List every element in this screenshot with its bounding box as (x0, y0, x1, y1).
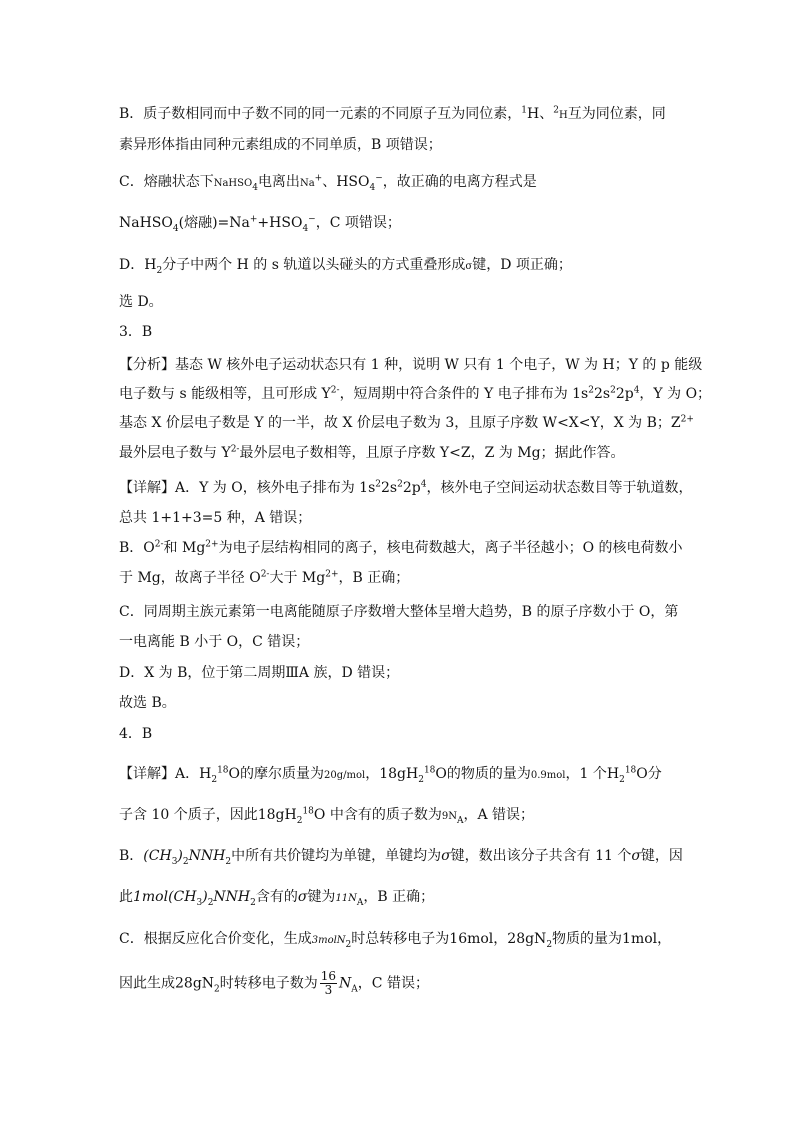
formula: H (199, 766, 212, 782)
sigma-symbol: σ (465, 261, 473, 272)
formula: NaHSO (213, 178, 253, 189)
subscript: 2 (296, 815, 303, 826)
superscript: 2 (588, 385, 594, 396)
line-solution-1 (119, 478, 692, 498)
subscript: 2 (418, 774, 424, 785)
line-solution-6 (119, 632, 309, 652)
superscript: 18 (302, 806, 314, 817)
text: 于 Mg，故离子半径 O (119, 570, 261, 586)
text: 故选 B。 (119, 695, 176, 711)
text: ，C 错误； (357, 975, 429, 992)
text: 此 (119, 889, 133, 905)
superscript: 2 (610, 385, 616, 396)
line-c1 (119, 172, 537, 194)
charge: 2- (230, 444, 240, 455)
formula: NNH (188, 848, 226, 864)
text: 素异形体指由同种元素组成的不同单质，B 项错误； (119, 137, 442, 153)
text: 4．B (119, 726, 153, 742)
subscript: 2 (225, 856, 232, 867)
question-4-answer (119, 724, 152, 744)
text: 键，数出该分子共含有 11 个 (450, 848, 632, 864)
quantity: 0.9mol (530, 770, 566, 781)
text: ，1 个 (565, 766, 607, 782)
line-solution-7 (119, 663, 399, 683)
text: ，Y 为 O； (639, 386, 712, 402)
text: 一电离能 B 小于 O，C 错误； (119, 634, 310, 650)
line-q4-a1 (119, 764, 662, 786)
text: 2p (615, 386, 634, 402)
mass-number: 2 (553, 105, 559, 116)
question-3-answer (119, 322, 152, 342)
subscript: 2 (546, 939, 553, 950)
text: C．根据反应化合价变化，生成 (119, 931, 312, 947)
subscript: 2 (211, 774, 218, 785)
subscript: 2 (182, 856, 189, 867)
text: ， (657, 931, 672, 947)
text: 时转移电子数为 (219, 975, 318, 992)
text: ，C 项错误； (315, 215, 401, 231)
text: 电子数与 s 能级相等，且可形成 Y (119, 386, 331, 402)
subscript: 4 (302, 223, 309, 234)
text: O的物质的量为 (435, 766, 531, 782)
formula: HSO (336, 174, 370, 190)
line-choose2 (119, 693, 176, 713)
text: D．X 为 B，位于第二周期ⅢA 族，D 错误； (119, 665, 400, 681)
formula: 28gN (507, 931, 547, 947)
formula: H (606, 766, 620, 782)
element-symbol: H (558, 110, 568, 121)
text: 子含 10 个质子，因此 (119, 807, 258, 823)
text: 键为 (307, 889, 336, 905)
subscript: 2 (345, 939, 352, 950)
text: 3．B (119, 324, 153, 340)
subscript: A (351, 984, 358, 995)
subscript: 4 (252, 182, 258, 193)
charge: + (314, 173, 323, 184)
text: 【详解】A．Y 为 O，核外电子排布为 1s (119, 480, 376, 496)
text: O分 (636, 766, 662, 782)
formula: H (144, 257, 157, 273)
formula: (CH (143, 848, 172, 864)
line-q4-b2 (119, 887, 434, 909)
superscript: 2 (375, 479, 382, 490)
line-solution-4 (119, 568, 409, 588)
quantity: 9N (441, 811, 457, 822)
superscript: 18 (423, 765, 436, 776)
line-choose1 (119, 292, 163, 312)
line-c2 (119, 213, 401, 233)
text: O的摩尔质量为 (228, 766, 325, 782)
text: D． (119, 257, 145, 273)
formula: ) (177, 848, 183, 864)
text: 为电子层结构相同的离子，核电荷数越大，离子半径越小；O 的核电荷数小 (218, 540, 683, 556)
mass-number: 1 (521, 105, 528, 116)
quantity: 16mol (449, 931, 494, 947)
denominator: 3 (324, 983, 333, 997)
element-symbol: H (527, 106, 540, 122)
text: 基态 X 价层电子数是 Y 的一半，故 X 价层电子数为 3，且原子序数 W<X<Y，X 为 B；Z (119, 415, 681, 431)
charge: + (249, 214, 258, 225)
text: 大于 Mg (269, 570, 326, 586)
line-q4-c2 (119, 970, 429, 997)
text: 键，因 (640, 848, 683, 864)
subscript: 3 (171, 856, 178, 867)
charge: 2- (330, 385, 340, 396)
quantity: 11N (335, 893, 357, 904)
subscript: 2 (156, 265, 163, 276)
line-solution-5 (119, 602, 678, 622)
text: ，B 正确； (338, 570, 410, 586)
superscript: 2 (397, 479, 403, 490)
text: 和 Mg (163, 540, 206, 556)
charge: 2- (154, 539, 164, 550)
quantity: 1mol (622, 931, 658, 947)
text: 选 D。 (119, 294, 163, 310)
text: ， (365, 766, 380, 782)
fraction (320, 970, 337, 997)
quantity: 20g/mol (324, 770, 366, 781)
charge: 2- (260, 569, 270, 580)
formula: Na (299, 178, 315, 189)
charge: − (308, 214, 316, 225)
text: ， (493, 931, 508, 947)
text: 时总转移电子为 (351, 931, 450, 947)
text: 互为同位素，同 (567, 106, 666, 122)
line-q4-a2 (119, 805, 534, 827)
text: 总共 1+1+3=5 种，A 错误； (119, 510, 312, 526)
text: 因此生成 (119, 975, 175, 992)
subscript: 2 (250, 897, 256, 908)
line-analysis-2 (119, 384, 711, 404)
quantity: N (339, 975, 352, 992)
text: ，短周期中符合条件的 Y 电子排布为 1s (339, 386, 589, 402)
subscript: 4 (369, 182, 376, 193)
line-solution-3 (119, 538, 683, 558)
text: B．质子数相同而中子数不同的同一元素的不同原子互为同位素， (119, 106, 522, 122)
formula: NaHSO (119, 215, 173, 231)
text: O 中含有的质子数为 (313, 807, 442, 823)
text: ，核外电子空间运动状态数目等于轨道数， (426, 480, 693, 496)
text: 物质的量为 (552, 931, 623, 947)
superscript: 4 (420, 479, 427, 490)
text: 【详解】A． (119, 766, 200, 782)
formula: 18gH (257, 807, 297, 823)
formula: 28gN (175, 975, 215, 992)
text: 2s (593, 386, 611, 402)
line-analysis-1 (119, 355, 702, 375)
text: 、 (322, 174, 337, 190)
subscript: 2 (214, 984, 220, 995)
subscript: 2 (207, 897, 214, 908)
text: B．O (119, 540, 155, 556)
line-b1 (119, 104, 666, 126)
formula: 18gH (379, 766, 419, 782)
text: 电离出 (257, 174, 300, 190)
superscript: 18 (624, 765, 637, 776)
text: 中所有共价键均为单键，单键均为 (231, 848, 442, 864)
subscript: 4 (172, 223, 179, 234)
line-q4-b1 (119, 846, 683, 866)
superscript: 4 (633, 385, 640, 396)
text: 2s (381, 480, 398, 496)
subscript: A (356, 897, 364, 908)
text: C．熔融状态下 (119, 174, 214, 190)
charge: 2+ (325, 569, 339, 580)
text: ，故正确的电离方程式是 (382, 174, 537, 190)
text: 2p (402, 480, 421, 496)
subscript: 3 (196, 897, 203, 908)
numerator: 16 (320, 969, 337, 983)
superscript: 18 (217, 765, 229, 776)
line-analysis-3 (119, 413, 694, 433)
line-d1 (119, 255, 572, 277)
sigma-symbol: σ (297, 889, 308, 905)
text: 最外层电子数与 Y (119, 445, 231, 461)
text: ，A 错误； (463, 807, 535, 823)
text: 分子中两个 H 的 s 轨道以头碰头的方式重叠形成 (162, 257, 466, 273)
charge: 2+ (680, 414, 694, 425)
charge: − (375, 173, 383, 184)
line-solution-2 (119, 508, 311, 528)
subscript: 2 (619, 774, 625, 785)
text: 含有的 (255, 889, 298, 905)
text: 、 (539, 106, 554, 122)
text: 键，D 项正确； (472, 257, 572, 273)
text: ，B 正确； (363, 889, 435, 905)
formula: NNH (213, 889, 251, 905)
formula: +HSO (257, 215, 303, 231)
text: C．同周期主族元素第一电离能随原子序数增大整体呈增大趋势，B 的原子序数小于 O，第 (119, 604, 679, 620)
line-q4-c1 (119, 929, 671, 951)
text: 最外层电子数相等，且原子序数 Y<Z，Z 为 Mg；据此作答。 (239, 445, 625, 461)
line-analysis-4 (119, 443, 625, 463)
charge: 2+ (205, 539, 219, 550)
formula: (熔融)=Na (178, 215, 250, 231)
line-b2 (119, 135, 442, 155)
text: B． (119, 848, 144, 864)
sigma-symbol: σ (441, 848, 451, 864)
subscript: A (456, 815, 464, 826)
formula: ) (202, 889, 208, 905)
text: 【分析】基态 W 核外电子运动状态只有 1 种，说明 W 只有 1 个电子，W 为 H；Y 的 p 能级 (119, 357, 703, 373)
quantity: 3molN (311, 935, 346, 946)
sigma-symbol: σ (631, 848, 641, 864)
formula: 1mol(CH (133, 889, 197, 905)
